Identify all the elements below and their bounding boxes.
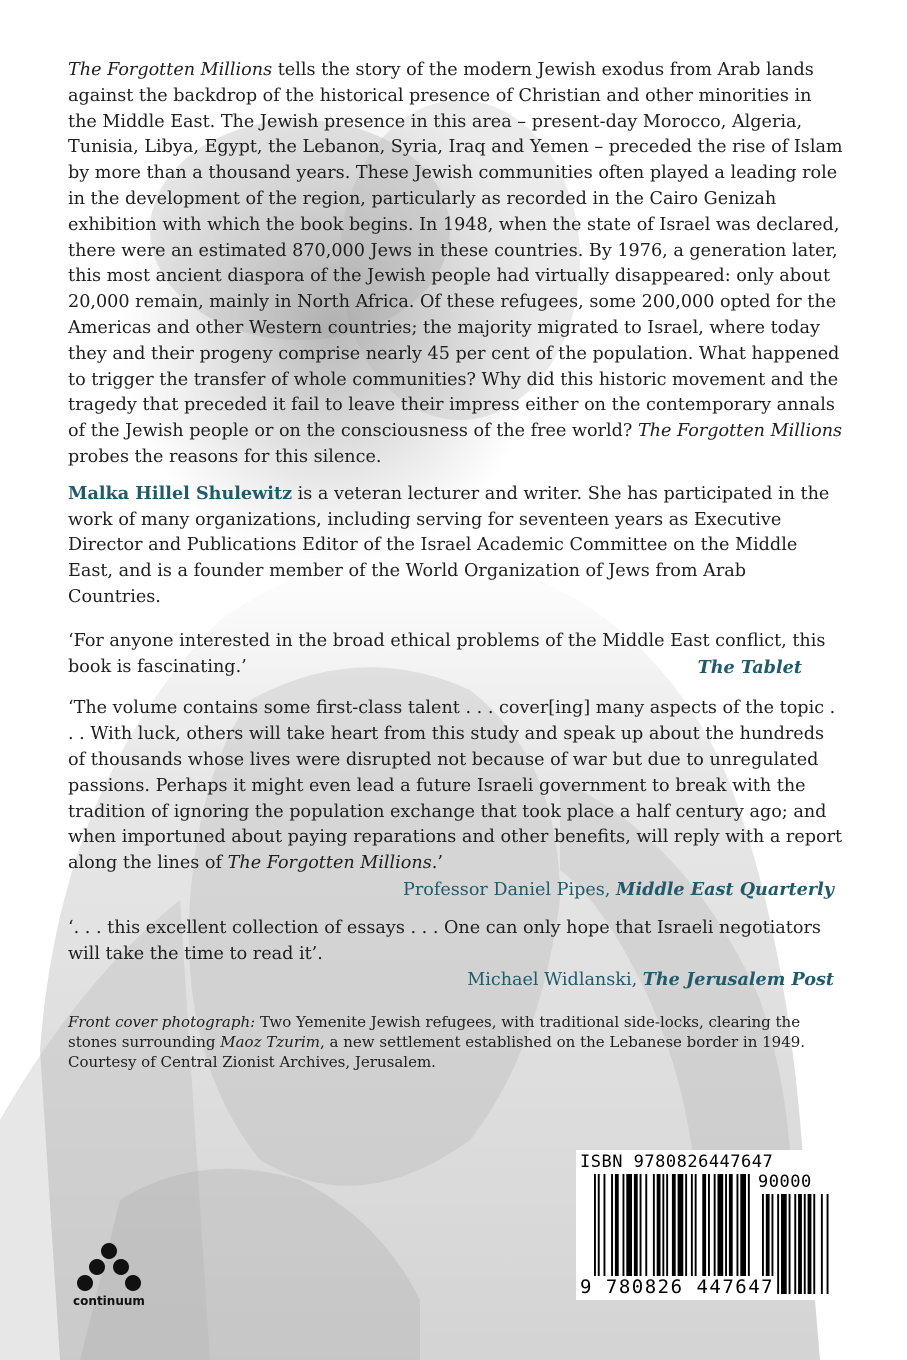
barcode-bar — [714, 1174, 716, 1278]
barcode-bar — [645, 1174, 647, 1278]
book-title: The Forgotten Millions — [227, 853, 432, 874]
quote-source: The Jerusalem Post — [642, 969, 834, 991]
back-cover-text — [68, 58, 844, 1072]
barcode-addon-bar — [789, 1194, 791, 1294]
barcode-bar — [702, 1174, 706, 1278]
quote-attribution — [68, 967, 844, 994]
barcode-addon-bar — [781, 1194, 787, 1294]
barcode-bar — [740, 1174, 746, 1278]
quote-text-end: .’ — [431, 853, 443, 874]
barcode-addon-bar — [804, 1194, 806, 1294]
quote-author: Professor Daniel Pipes, — [403, 879, 616, 900]
barcode-bar — [611, 1174, 613, 1278]
barcode-bar — [708, 1174, 710, 1278]
photo-credit-text-end: , a new settlement established on the Lebanese border in 1949. Courtesy of Central Zionist Archives, Jerusalem. — [68, 1033, 806, 1072]
quote-source: The Tablet — [697, 656, 802, 678]
barcode-bar — [594, 1174, 596, 1278]
blurb-text: tells the story of the modern Jewish exodus from Arab lands against the backdrop of the historical presence of Christian and other minorities in the Middle East. The Jewish presence in this area – present-day Morocco, Algeria, Tunisia, Libya, Egypt, the Lebanon, Syria, Iraq and Yemen – preceded the rise of Islam by more than a thousand years. These Jewish communities often played a leading role in the development of the region, particularly as recorded in the Cairo Genizah exhibition with which the book begins. In 1948, when the state of Israel was declared, there were an estimated 870,000 Jews in these countries. By 1976, a generation later, this most ancient diaspora of the Jewish people had virtually disappeared: only about 20,000 remain, mainly in North Africa. Of these refugees, some 200,000 opted for the Americas and other Western countries; the majority migrated to Israel, where today they and their progeny comprise nearly 45 per cent of the population. What happened to trigger the transfer of whole communities? Why did this historic movement and the tragedy that preceded it fail to leave their impress either on the contemporary annals of the Jewish people or on the consciousness of the free world? — [68, 60, 843, 442]
barcode-bar — [718, 1174, 724, 1278]
barcode-bar — [691, 1174, 693, 1278]
barcode-bar — [604, 1174, 606, 1278]
barcode-bar — [634, 1174, 638, 1278]
price-code: 90000 — [758, 1172, 812, 1192]
barcode-addon-bar — [821, 1194, 823, 1294]
author-bio — [68, 481, 844, 611]
barcode-bar — [678, 1174, 684, 1278]
barcode-bar — [737, 1174, 739, 1278]
barcode-bar — [657, 1174, 661, 1278]
barcode-bar — [662, 1174, 664, 1278]
barcode-bar — [615, 1174, 619, 1278]
barcode-bar — [729, 1174, 733, 1278]
quote-attribution — [68, 877, 844, 904]
barcode-addon-bar — [808, 1194, 812, 1294]
photo-credit — [68, 1012, 844, 1072]
photo-credit-text: Two Yemenite Jewish refugees, with traditional side-locks, clearing the stones surrounding — [68, 1013, 801, 1052]
barcode-bar — [685, 1174, 687, 1278]
book-blurb — [68, 58, 844, 471]
barcode-bar — [598, 1174, 600, 1278]
isbn-label: ISBN 9780826447647 — [580, 1152, 774, 1172]
author-bio-text: is a veteran lecturer and writer. She has participated in the work of many organizations, including serving for seventeen years as Executive Director and Publications Editor of the Israel Academic Committee on the Middle East, and is a founder member of the World Organization of Jews from Arab Countries. — [68, 483, 830, 607]
barcode-addon-bar — [798, 1194, 802, 1294]
photo-credit-place: Maoz Tzurim — [220, 1033, 321, 1052]
barcode-bar — [725, 1174, 727, 1278]
quote-text: ‘The volume contains some first-class talent . . . cover[ing] many aspects of the topic . . . With luck, others will take heart from this study and speak up about the hundreds of thousands whose lives were disrupted not because of war but due to unregulated passions. Perhaps it might even lead a future Israeli government to break with the tradition of ignoring the population exchange that took place a half century ago; and when importuned about paying reparations and other benefits, will reply with a report along the lines of — [68, 698, 843, 874]
barcode-addon-bar — [777, 1194, 779, 1294]
quote-text: ‘For anyone interested in the broad ethical problems of the Middle East conflict, this book is fascinating.’ — [68, 630, 826, 677]
quote-source: Middle East Quarterly — [615, 878, 834, 900]
quote-text: ‘. . . this excellent collection of essays . . . One can only hope that Israeli negotiators will take the time to read it’. — [68, 917, 821, 964]
photo-credit-label: Front cover photograph: — [68, 1013, 256, 1032]
blurb-text-end: probes the reasons for this silence. — [68, 446, 382, 467]
book-title: The Forgotten Millions — [68, 60, 273, 80]
book-title: The Forgotten Millions — [637, 421, 843, 442]
barcode-bar — [623, 1174, 625, 1278]
isbn-barcode — [576, 1150, 834, 1300]
barcode-bar — [653, 1174, 655, 1278]
barcode-bar — [666, 1174, 668, 1278]
publisher-logo — [64, 1240, 154, 1310]
publisher-name: continuum — [73, 1294, 145, 1308]
continuum-logo-icon — [64, 1240, 154, 1296]
barcode-addon-bar — [794, 1194, 796, 1294]
review-quote-3 — [68, 916, 844, 994]
barcode-digits: 9 780826 447647 — [580, 1276, 775, 1298]
barcode-addon-bar — [813, 1194, 815, 1294]
barcode-bar — [640, 1174, 642, 1278]
barcode-bar — [748, 1174, 750, 1278]
review-quote-1 — [68, 629, 844, 681]
barcode-addon-bar — [827, 1194, 829, 1294]
barcode-bar — [626, 1174, 632, 1278]
author-name: Malka Hillel Shulewitz — [68, 482, 293, 504]
barcode-bar — [695, 1174, 697, 1278]
quote-author: Michael Widlanski, — [467, 970, 643, 991]
review-quote-2 — [68, 696, 844, 903]
barcode-bar — [672, 1174, 676, 1278]
